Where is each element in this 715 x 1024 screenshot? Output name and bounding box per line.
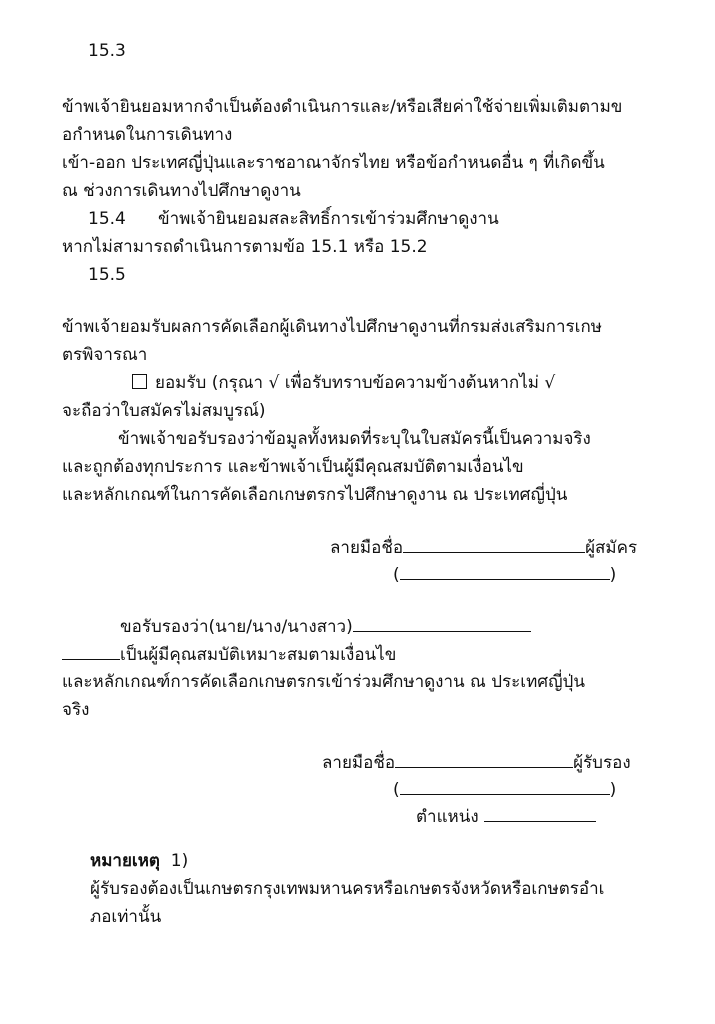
endorse-row-line2: [62, 643, 396, 666]
endorser-signature-row: [322, 751, 631, 774]
accept-label: ยอมรับ (กรุณา √ เพื่อรับทราบข้อความข้างต้นหากไม่ √: [155, 373, 556, 393]
note-title: หมายเหตุ: [90, 851, 160, 871]
paren-close: ): [609, 780, 617, 800]
note-text-line2: ภอเท่านั้น: [90, 907, 162, 927]
paren-open: (: [393, 780, 400, 800]
applicant-signature-blank[interactable]: [403, 536, 585, 553]
item-15-5-text-line1: ข้าพเจ้ายอมรับผลการคัดเลือกผู้เดินทางไปศึกษาดูงานที่กรมส่งเสริมการเกษ: [62, 317, 602, 337]
endorse-name-blank-cont[interactable]: [62, 643, 120, 660]
applicant-name-row: [393, 563, 616, 586]
item-15-3-number: 15.3: [88, 41, 126, 61]
endorse-text-line3: และหลักเกณฑ์การคัดเลือกเกษตรกรเข้าร่วมศึกษาดูงาน ณ ประเทศญี่ปุ่น: [62, 672, 585, 692]
item-15-4-text-line1: ข้าพเจ้ายินยอมสละสิทธิ์การเข้าร่วมศึกษาดูงาน: [158, 209, 499, 229]
item-15-5-text-line2: ตรพิจารณา: [62, 345, 148, 365]
endorse-name-blank[interactable]: [353, 615, 531, 632]
endorser-name-row: [393, 778, 616, 801]
endorser-position-row: [416, 805, 596, 828]
item-15-3-text-line2: อกำหนดในการเดินทาง: [62, 125, 233, 145]
applicant-signature-row: [330, 536, 637, 559]
paren-close: ): [609, 565, 617, 585]
endorser-signature-role: ผู้รับรอง: [573, 753, 631, 773]
item-15-5-number: 15.5: [88, 265, 126, 285]
endorse-text-line2: เป็นผู้มีคุณสมบัติเหมาะสมตามเงื่อนไข: [120, 645, 397, 665]
applicant-signature-label: ลายมือชื่อ: [330, 538, 404, 558]
applicant-name-blank[interactable]: [400, 563, 610, 580]
note-text-line1: ผู้รับรองต้องเป็นเกษตรกรุงเทพมหานครหรือเกษตรจังหวัดหรือเกษตรอำเ: [90, 879, 605, 899]
endorse-row-line1: [120, 615, 531, 638]
item-15-4-text-line2: หากไม่สามารถดำเนินการตามข้อ 15.1 หรือ 15.2: [62, 237, 428, 257]
item-15-3-text-line4: ณ ช่วงการเดินทางไปศึกษาดูงาน: [62, 181, 301, 201]
item-15-3-text-line1: ข้าพเจ้ายินยอมหากจำเป็นต้องดำเนินการและ/หรือเสียค่าใช้จ่ายเพิ่มเติมตามข: [62, 97, 623, 117]
endorser-name-blank[interactable]: [400, 778, 610, 795]
applicant-signature-role: ผู้สมัคร: [585, 538, 638, 558]
item-15-4-number: 15.4: [88, 209, 126, 229]
endorser-position-label: ตำแหน่ง: [416, 807, 479, 827]
accept-text-line2: จะถือว่าใบสมัครไม่สมบูรณ์): [62, 401, 266, 421]
certify-text-line3: และหลักเกณฑ์ในการคัดเลือกเกษตรกรไปศึกษาดูงาน ณ ประเทศญี่ปุ่น: [62, 485, 568, 505]
note-number: 1): [170, 851, 189, 871]
endorser-position-blank[interactable]: [484, 805, 596, 822]
note-heading-row: [90, 850, 188, 872]
paren-open: (: [393, 565, 400, 585]
endorser-signature-label: ลายมือชื่อ: [322, 753, 396, 773]
endorser-signature-blank[interactable]: [395, 751, 573, 768]
certify-text-line1: ข้าพเจ้าขอรับรองว่าข้อมูลทั้งหมดที่ระบุในใบสมัครนี้เป็นความจริง: [118, 429, 591, 449]
certify-text-line2: และถูกต้องทุกประการ และข้าพเจ้าเป็นผู้มีคุณสมบัติตามเงื่อนไข: [62, 457, 524, 477]
endorse-text-line1: ขอรับรองว่า(นาย/นาง/นางสาว): [120, 617, 353, 637]
endorse-text-line4: จริง: [62, 700, 90, 720]
accept-row[interactable]: [132, 372, 555, 394]
accept-checkbox[interactable]: [132, 374, 147, 389]
item-15-3-text-line3: เข้า-ออก ประเทศญี่ปุ่นและราชอาณาจักรไทย หรือข้อกำหนดอื่น ๆ ที่เกิดขึ้น: [62, 153, 605, 173]
